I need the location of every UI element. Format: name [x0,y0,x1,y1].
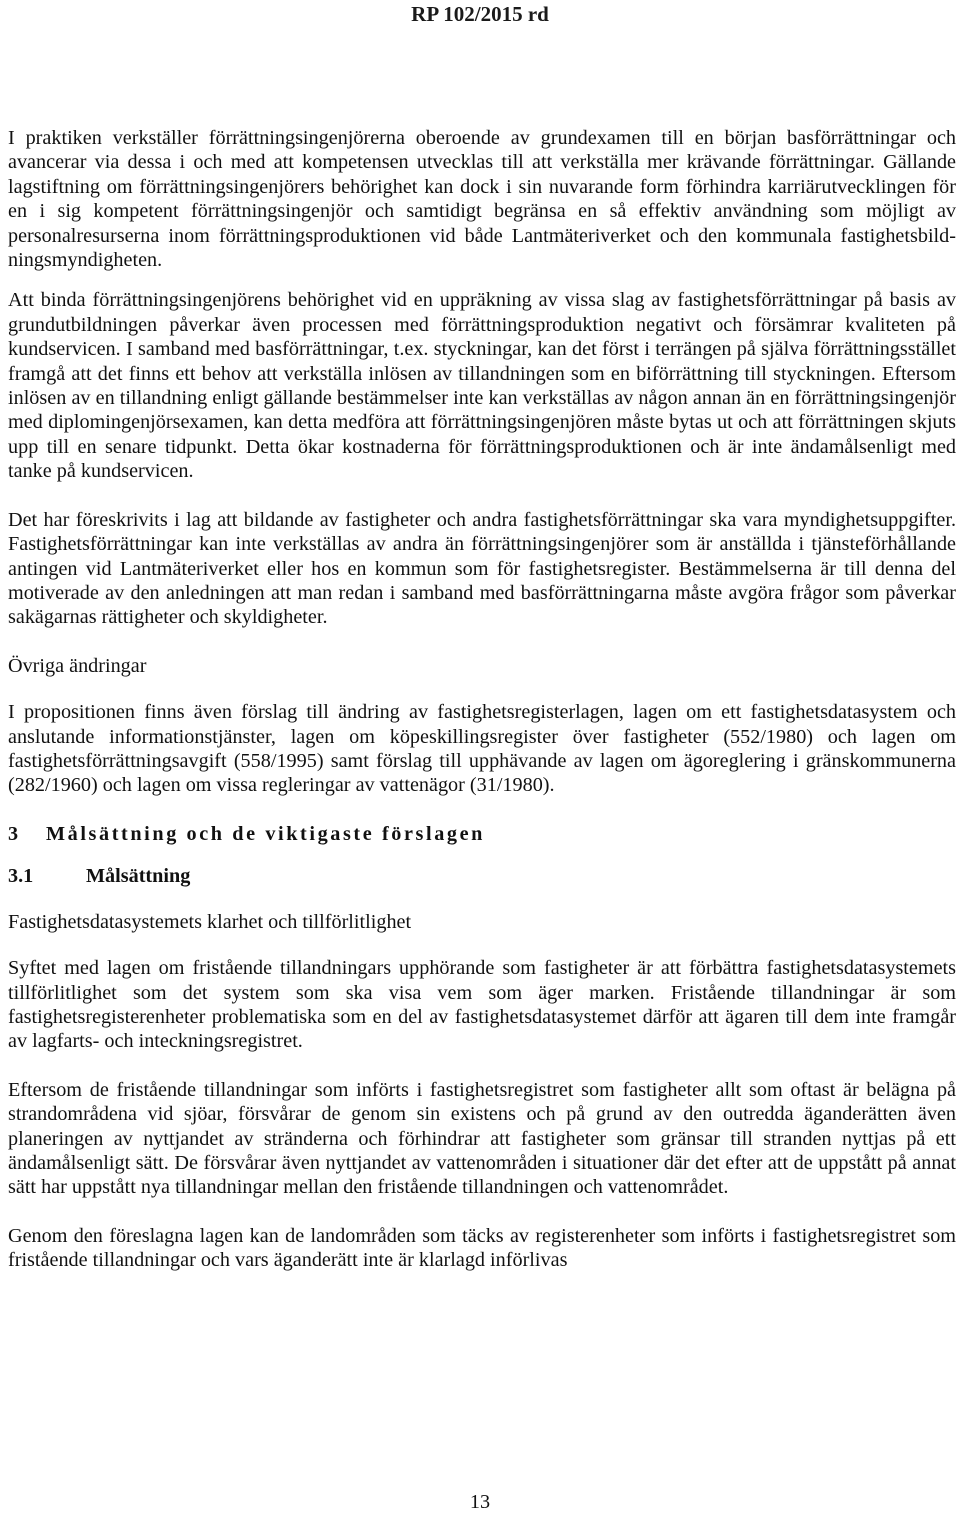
paragraph: Eftersom de fristående tillandningar som införts i fastighetsregistret som fastigheter allt som oftast är belägna på strandområdena vid sjöar, försvårar de genom sin existens och på grund av den outredda äganderätten även planeringen av nyttjandet av stränderna och förhindrar att fastigheter som gränsar till stranden nyttjas på ett ändamålsenligt sätt. De försvårar även nyttjandet av vattenområden i situationer där det efter att de uppstått på annat sätt har uppstått nya tillandningar mellan den fristående tillandningen och vattenområdet. [8,1078,956,1199]
page-number: 13 [469,1491,491,1513]
section-number: 3.1 [8,864,34,887]
paragraph: I praktiken verkställer förrättningsingenjörerna oberoende av grundexamen till en början basförrättningar och avancerar via dessa i och med att kompetensen utvecklas till att verkställa mer krävande förrättningar. Gällande lagstiftning om förrättningsingenjörers behörighet kan dock i sin nuvarande form förhindra karriärutvecklingen för en i sig kompetent förrättningsingenjör och samtidigt begränsa en så effektiv användning som möjligt av personalresurserna inom förrättningsproduktionen vid både Lantmäteriverket och den kommunala fastighetsbildningsmyndigheten. [8,127,956,272]
document-body [8,126,956,1297]
chapter-number: 3 [8,822,19,845]
document-reference: RP 102/2015 rd [411,2,549,26]
paragraph: Det har föreskrivits i lag att bildande av fastigheter och andra fastighetsförrättningar ska vara myndighetsuppgifter. Fastighetsförrättningar kan inte verkställas av andra än förrättningsingenjörer som är anställda i tjänsteförhållande antingen vid Lantmäteriverket eller hos en kommun som för fastighetsregister. Bestämmelserna är till denna del motiverade av den anledningen att man redan i samband med basförrättningarna måste avgöra frågor som påverkar sakägarnas rättigheter och skyldigheter. [8,508,956,629]
paragraph: Att binda förrättningsingenjörens behörighet vid en uppräkning av vissa slag av fastighetsförrättningar på basis av grundutbildningen påverkar även processen med förrättningsproduktion negativt och försämrar kvaliteten på kundservicen. I samband med basförrättningar, t.ex. styckningar, kan det först i terrängen på själva förrättningsstället framgå att det finns ett behov att verkställa inlösen av tillandningen som en biförrättning till styckningen. Eftersom inlösen av en tillandning enligt gällande bestämmelser inte kan verkställas av någon annan än en förrättningsingenjör med diplomingenjörsexamen, kan detta medföra att förrättningsingenjören måste bytas ut och att förrättningen skjuts upp till en senare tidpunkt. Detta ökar kostnaderna för förrättningsproduktionen och är inte ändamålsenligt med tanke på kundservicen. [8,289,956,483]
section-heading [8,864,956,888]
chapter-title: Målsättning och de viktigaste förslagen [46,822,485,845]
paragraph: Genom den föreslagna lagen kan de landområden som täcks av registerenheter som införts i fastighetsregistret som fristående tillandningar och vars äganderätt inte är klarlagd införlivas [8,1224,956,1272]
paragraph: Syftet med lagen om fristående tillandningars upphörande som fastigheter är att förbättra fastighetsdatasystemets tillförlitlighet som det system som ska visa vem som äger marken. Fristående tillandningar är som fastighetsregisterenheter problematiska som en del av fastighetsdatasystemet därför att ägaren till dem inte framgår av lagfarts- och inteckningsregistret. [8,957,956,1053]
paragraph: I propositionen finns även förslag till ändring av fastighetsregisterlagen, lagen om ett fastighetsdatasystem och anslutande informationstjänster, lagen om köpeskillingsregister över fastigheter (552/1980) och lagen om fastighetsförrättningsavgift (558/1995) samt förslag till upphävande av lagen om ägoreglering i gränskommunerna (282/1960) och lagen om vissa regleringar av vattenägor (31/1980). [8,701,956,797]
document-header [0,0,960,28]
section-title: Målsättning [86,864,191,887]
subheading-ovriga-andringar: Övriga ändringar [8,654,147,677]
subheading-klarhet: Fastighetsdatasystemets klarhet och tillförlitlighet [8,910,412,933]
chapter-heading [8,822,956,846]
